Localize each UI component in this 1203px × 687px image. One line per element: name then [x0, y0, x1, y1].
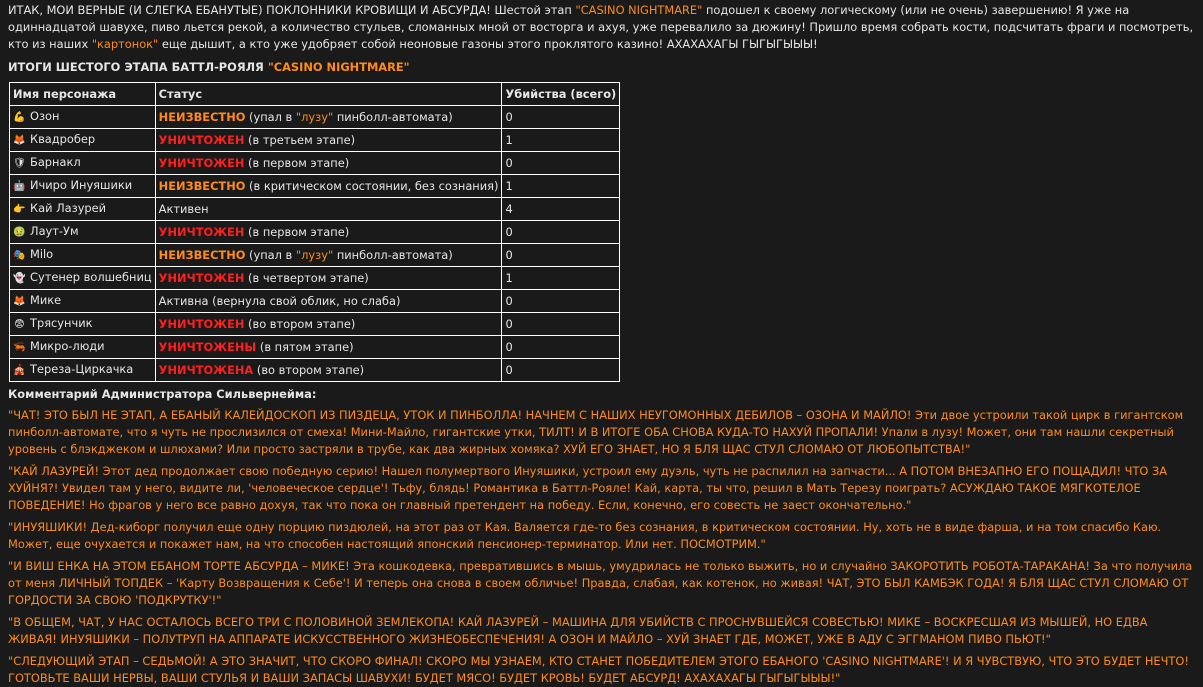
cell-name: [10, 198, 156, 221]
status-note: (во втором этапе): [244, 316, 356, 331]
fox-icon: 🦊: [13, 135, 26, 146]
admin-quote: "В ОБЩЕМ, ЧАТ, У НАС ОСТАЛОСЬ ВСЕГО ТРИ С ПОЛОВИНОЙ ЗЕМЛЕКОПА! КАЙ ЛАЗУРЕЙ – МАШИНА ДЛЯ УБИЙСТВ С ПРОСНУВШЕЙСЯ СОВЕСТЬЮ! МИКЕ – ВОСКРЕСШАЯ ИЗ МЫШЕЙ, НО ЕДВА ЖИВАЯ! ИНУЯШИКИ – ПОЛУТРУП НА АППАРАТЕ ИСКУССТВЕННОГО ЖИЗНЕОБЕСПЕЧЕНИЯ! А ОЗОН И МАЙЛО – ХУЙ ЗНАЕТ ГДЕ, МОЖЕТ, УЖЕ В АДУ С ЭГГМАНОМ ПИВО ПЬЮТ!": [8, 615, 1148, 646]
table-row: [10, 290, 620, 313]
status-label: УНИЧТОЖЕН: [158, 316, 245, 331]
shrimp-icon: 🦐: [13, 342, 26, 353]
character-name: Ичиро Инуяшики: [30, 178, 133, 192]
admin-quote: "И ВИШ ЕНКА НА ЭТОМ ЕБАНОМ ТОРТЕ АБСУРДА – МИКЕ! Эта кошкодевка, превратившись в мышь, умудрилась не только выжить, но и случайно ЗАКОРОТИТЬ РОБОТА-ТАРАКАНА! За что получила от меня ЛИЧНЫЙ ТОПДЕК – 'Карту Возвращения к Себе'! И теперь она снова в своем обличье! Правда, слабая, как котенок, но живая! ЧАТ, ЭТО БЫЛ КАМБЭК ГОДА! Я БЛЯ ЩАС СТУЛ СЛОМАЮ ОТ ГОРДОСТИ ЗА СВОЮ 'ПОДКРУТКУ'!": [8, 559, 1193, 607]
cell-kills: 4: [502, 198, 620, 221]
cell-name: [10, 359, 156, 382]
status-note: (в первом этапе): [244, 155, 350, 170]
status-note: (упал в: [245, 247, 296, 262]
shield-icon: 🛡: [13, 158, 26, 169]
table-row: [10, 336, 620, 359]
scared-face-icon: 😨: [14, 319, 25, 330]
admin-quotes: [8, 407, 1195, 687]
cell-name: [10, 244, 156, 267]
intro-text-1: ИТАК, МОИ ВЕРНЫЕ (И СЛЕГКА ЕБАНУТЫЕ) ПОКЛОННИКИ КРОВИЩИ И АБСУРДА! Шестой этап: [8, 3, 576, 17]
table-row: [10, 359, 620, 382]
status-note: (в третьем этапе): [244, 132, 356, 147]
status-label: НЕИЗВЕСТНО: [158, 109, 246, 124]
character-name: Лаут-Ум: [30, 224, 79, 238]
table-row: [10, 313, 620, 336]
cell-kills: 1: [502, 267, 620, 290]
status-note: Активен: [158, 201, 209, 216]
character-name: Микро-люди: [30, 339, 105, 353]
cell-status: [155, 313, 502, 336]
pointing-hand-icon: 👉: [13, 204, 26, 215]
character-name: Milo: [30, 247, 54, 261]
table-row: [10, 244, 620, 267]
cell-kills: 0: [502, 152, 620, 175]
character-name: Барнакл: [30, 155, 81, 169]
cell-kills: 1: [502, 175, 620, 198]
status-note: (в критическом состоянии, без сознания): [245, 178, 499, 193]
table-row: [10, 106, 620, 129]
cell-name: [10, 175, 156, 198]
character-name: Сутенер волшебниц: [30, 270, 152, 284]
status-label: УНИЧТОЖЕНА: [158, 362, 254, 377]
table-row: [10, 198, 620, 221]
cell-kills: 0: [502, 290, 620, 313]
cell-name: [10, 221, 156, 244]
cell-name: [10, 106, 156, 129]
header-kills: Убийства (всего): [502, 83, 620, 106]
theater-masks-icon: 🎭: [13, 250, 26, 261]
cell-status: [155, 129, 502, 152]
character-name: Озон: [30, 109, 60, 123]
status-note-end: пинболл-автомата): [333, 247, 453, 262]
results-table-body: [10, 106, 620, 382]
header-name: Имя персонажа: [10, 83, 156, 106]
status-note: (упал в: [245, 109, 296, 124]
character-name: Тереза-Циркачка: [30, 362, 134, 376]
header-status: Статус: [155, 83, 502, 106]
character-name: Кай Лазурей: [30, 201, 107, 215]
cell-status: [155, 198, 502, 221]
character-name: Квадробер: [30, 132, 96, 146]
character-name: Трясунчик: [30, 316, 93, 330]
fox-face-icon: 🦊: [13, 296, 26, 307]
status-note: Активна (вернула свой облик, но слаба): [158, 293, 401, 308]
cell-status: [155, 106, 502, 129]
cell-kills: 0: [502, 313, 620, 336]
results-table: [9, 82, 620, 382]
status-label: УНИЧТОЖЕН: [158, 155, 245, 170]
admin-comment-title: Комментарий Администратора Сильвернейма:: [8, 387, 317, 401]
table-row: [10, 221, 620, 244]
cell-status: [155, 336, 502, 359]
ghost-icon: 👻: [13, 273, 26, 284]
status-label: УНИЧТОЖЕН: [158, 270, 245, 285]
admin-quote: "ЧАТ! ЭТО БЫЛ НЕ ЭТАП, А ЕБАНЫЙ КАЛЕЙДОСКОП ИЗ ПИЗДЕЦА, УТОК И ПИНБОЛЛА! НАЧНЕМ С НАШИХ НЕУГОМОННЫХ ДЕБИЛОВ – ОЗОНА И МАЙЛО! Эти двое устроили такой цирк в гигантском пинболл-автомате, что я чуть не прослизился от смеха! Мини-Майло, гигантские утки, ТИЛТ! И В ИТОГЕ ОБА СНОВА КУДА-ТО НАХУЙ ПРОПАЛИ! Упали в лузу! Может, они там нашли секретный уровень с блэкджеком и шлюхами? Или просто застряли в трубе, как два жирных хомяка? ХУЙ ЕГО ЗНАЕТ, НО Я БЛЯ ЩАС СТУЛ СЛОМАЮ ОТ ЛЮБОПЫТСТВА!": [8, 408, 1184, 456]
results-title-text: ИТОГИ ШЕСТОГО ЭТАПА БАТТЛ-РОЯЛЯ: [8, 60, 268, 74]
status-note-highlight: "лузу": [295, 109, 334, 124]
status-note: (в первом этапе): [244, 224, 350, 239]
status-label: НЕИЗВЕСТНО: [158, 247, 246, 262]
status-note: (в пятом этапе): [256, 339, 354, 354]
cell-name: [10, 336, 156, 359]
table-row: [10, 129, 620, 152]
intro-paragraph: [8, 2, 1195, 53]
cell-status: [155, 267, 502, 290]
cell-kills: 0: [502, 359, 620, 382]
status-note: (в четвертом этапе): [244, 270, 369, 285]
intro-highlight-kartonok: "картонок": [91, 37, 159, 51]
status-label: УНИЧТОЖЕНЫ: [158, 339, 257, 354]
cell-status: [155, 152, 502, 175]
circus-tent-icon: 🎪: [13, 365, 26, 376]
status-note: (во втором этапе): [253, 362, 365, 377]
status-label: НЕИЗВЕСТНО: [158, 178, 246, 193]
cell-name: [10, 267, 156, 290]
cell-kills: 0: [502, 336, 620, 359]
table-row: [10, 267, 620, 290]
table-row: [10, 152, 620, 175]
cell-status: [155, 221, 502, 244]
cell-status: [155, 290, 502, 313]
status-note-highlight: "лузу": [295, 247, 334, 262]
cell-kills: 1: [502, 129, 620, 152]
cell-status: [155, 244, 502, 267]
admin-quote: "КАЙ ЛАЗУРЕЙ! Этот дед продолжает свою победную серию! Нашел полумертвого Инуяшики, устроил ему дуэль, чуть не распилил на запчасти... А ПОТОМ ВНЕЗАПНО ЕГО ПОЩАДИЛ! ЧТО ЗА ХУЙНЯ?! Увидел там у него, видите ли, 'человеческое сердце'! Тьфу, блядь! Романтика в Баттл-Рояле! Кай, карта, ты что, решил в Мать Терезу поиграть? АСУЖДАЮ ТАКОЕ МЯГКОТЕЛОЕ ПОВЕДЕНИЕ! Но фрагов у него все равно дохуя, так что пока он главный претендент на победу. Если, конечно, его совесть не заест окончательно.": [8, 464, 1168, 512]
character-name: Мике: [30, 293, 62, 307]
table-header-row: [10, 83, 620, 106]
results-title: [8, 59, 1195, 76]
status-label: УНИЧТОЖЕН: [158, 132, 245, 147]
intro-text-2: подошел к своему логическому (или не очень) завершению! Я уже на одиннадцатой шавухе, пиво льется рекой, а количество стульев, сломанных мной от восторга и ахуя, уже перевалило за дюжину! Пришло время собрать кости, подсчитать фраги и посмотреть, кто из наших: [8, 3, 1194, 51]
intro-highlight-casino: "CASINO NIGHTMARE": [575, 3, 703, 17]
flexed-biceps-icon: 💪: [13, 112, 26, 123]
admin-quote: "ИНУЯШИКИ! Дед-киборг получил еще одну порцию пиздюлей, на этот раз от Кая. Валяется где-то без сознания, в критическом состоянии. Ну, хоть не в виде фарша, и на том спасибо Каю. Может, еще очухается и покажет нам, на что способен настоящий японский пенсионер-терминатор. Или нет. ПОСМОТРИМ.": [8, 520, 1162, 551]
cell-name: [10, 152, 156, 175]
cell-name: [10, 313, 156, 336]
cell-status: [155, 359, 502, 382]
results-title-highlight: "CASINO NIGHTMARE": [267, 60, 410, 74]
cell-kills: 0: [502, 221, 620, 244]
cell-kills: 0: [502, 106, 620, 129]
robot-icon: 🤖: [13, 181, 26, 192]
cell-kills: 0: [502, 244, 620, 267]
admin-quote: "СЛЕДУЮЩИЙ ЭТАП – СЕДЬМОЙ! А ЭТО ЗНАЧИТ, ЧТО СКОРО ФИНАЛ! СКОРО МЫ УЗНАЕМ, КТО СТАНЕТ ПОБЕДИТЕЛЕМ ЭТОГО ЕБАНОГО 'CASINO NIGHTMARE'! И Я ЧУВСТВУЮ, ЧТО ЭТО БУДЕТ НЕЧТО! ГОТОВЬТЕ ВАШИ НЕРВЫ, ВАШИ СТУЛЬЯ И ВАШИ ЗАПАСЫ ШАВУХИ! БУДЕТ МЯСО! БУДЕТ КРОВЬ! БУДЕТ АБСУРД! АХАХАХАГЫ ГЫГЫГЫЫЫ!": [8, 654, 1189, 685]
cell-name: [10, 290, 156, 313]
table-row: [10, 175, 620, 198]
cell-status: [155, 175, 502, 198]
nauseated-face-icon: 🤢: [13, 227, 26, 238]
cell-name: [10, 129, 156, 152]
intro-text-3: еще дышит, а кто уже удобряет собой неоновые газоны этого проклятого казино! АХАХАХАГЫ ГЫГЫГЫЫЫ!: [158, 37, 818, 51]
status-note-end: пинболл-автомата): [333, 109, 453, 124]
status-label: УНИЧТОЖЕН: [158, 224, 245, 239]
